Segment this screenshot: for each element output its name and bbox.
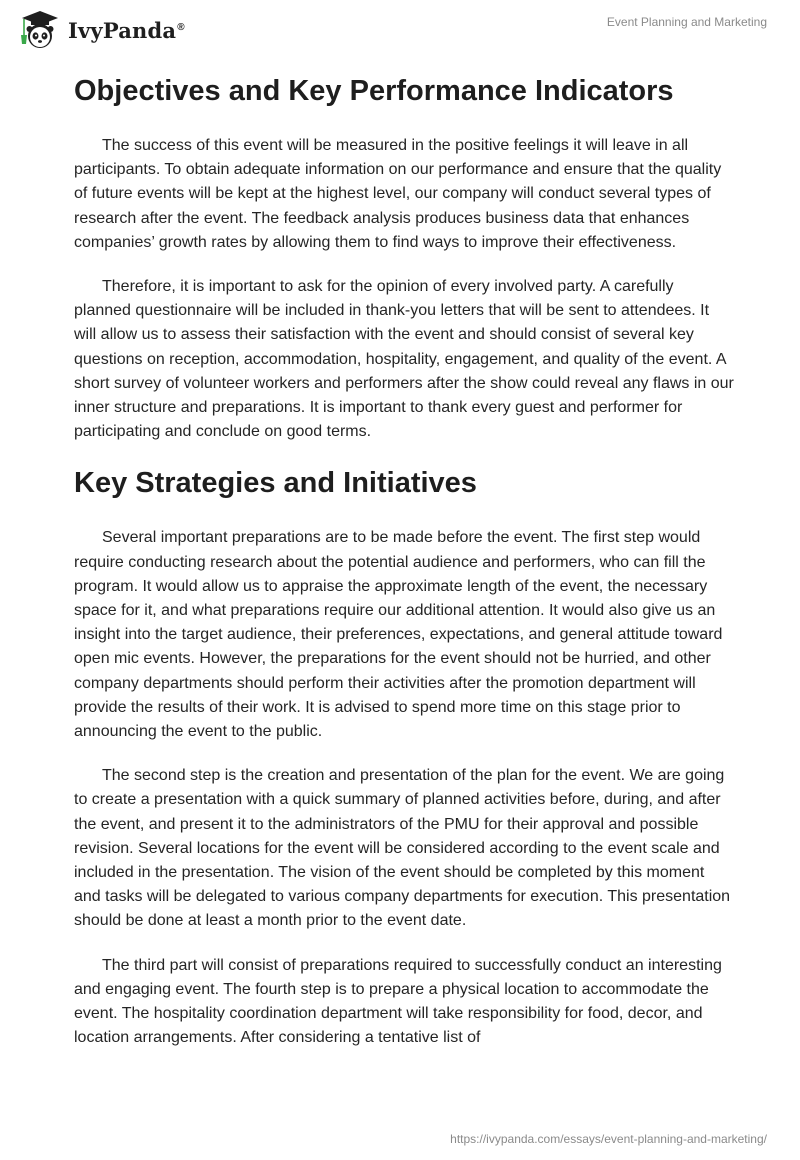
ivypanda-logo[interactable] (14, 8, 185, 52)
registered-mark: ® (177, 21, 185, 33)
panda-graduation-cap-icon (14, 8, 64, 52)
paragraph: The third part will consist of preparations required to successfully conduct an interesting and engaging event. The fourth step is to prepare a physical location to accommodate the event. The hospitality coordination department will take responsibility for food, decor, and location arrangements. After considering a tentative list of (74, 956, 722, 1047)
page-header (0, 0, 800, 60)
paragraph: Therefore, it is important to ask for the opinion of every involved party. A carefully planned questionnaire will be included in thank-you letters that will be sent to attendees. It will allow us to assess their satisfaction with the event and should consist of several key questions on reception, accommodation, hospitality, engagement, and quality of the event. A short survey of volunteer workers and performers after the show could reveal any flaws in our inner structure and preparations. It is important to thank every guest and performer for participating and conclude on good terms. (74, 278, 734, 441)
paragraph: Several important preparations are to be made before the event. The first step would require conducting research about the potential audience and performers, who can fill the program. It would allow us to appraise the approximate length of the event, the necessary space for it, and what preparations require our additional attention. It would also give us an insight into the target audience, their preferences, expectations, and general attitude toward open mic events. However, the preparations for the event should not be hurried, and other company departments should perform their activities after the promotion department will provide the results of their work. It is advised to spend more time on this stage prior to announcing the event to the public. (74, 529, 723, 741)
essay-body (74, 72, 734, 1071)
paragraph: The success of this event will be measured in the positive feelings it will leave in all participants. To obtain adequate information on our performance and ensure that the quality of future events will be kept at the highest level, our company will conduct several types of research after the event. The feedback analysis produces business data that enhances companies’ growth rates by allowing them to find ways to improve their effectiveness. (74, 137, 722, 251)
running-title: Event Planning and Marketing (606, 15, 767, 29)
source-url[interactable]: https://ivypanda.com/essays/event-planning-and-marketing/ (450, 1132, 767, 1146)
section-heading-strategies: Key Strategies and Initiatives (74, 467, 477, 500)
section-heading-objectives: Objectives and Key Performance Indicators (74, 75, 674, 107)
paragraph: The second step is the creation and presentation of the plan for the event. We are going to create a presentation with a quick summary of planned activities before, during, and after the event, and present it to the administrators of the PMU for their approval and possible revision. Several locations for the event will be considered according to the event scale and included in the presentation. The vision of the event should be completed by this moment and tasks will be delegated to various company departments for execution. This presentation should be done at least a month prior to the event date. (74, 767, 731, 930)
brand-name: IvyPanda® (68, 17, 185, 43)
